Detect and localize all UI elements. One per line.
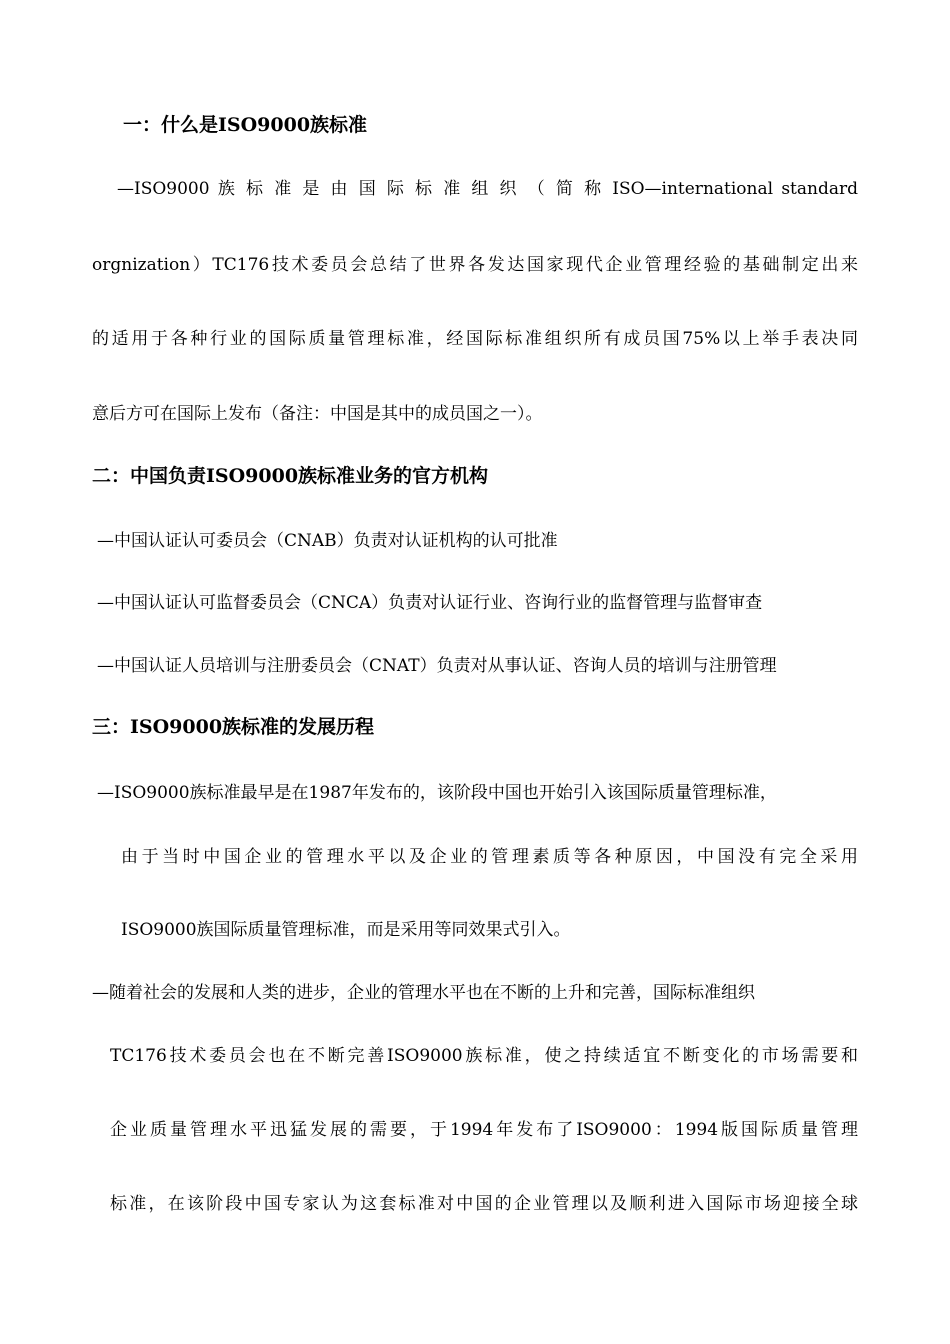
section-3-para-1-line-1: —ISO9000族标准最早是在1987年发布的，该阶段中国也开始引入该国际质量管理标准， (97, 783, 777, 803)
section-2-item-cnca: —中国认证认可监督委员会（CNCA）负责对认证行业、咨询行业的监督管理与监督审查 (97, 593, 763, 613)
section-1-para-line-4: 意后方可在国际上发布（备注：中国是其中的成员国之一）。 (92, 404, 543, 424)
section-3-para-2-line-2: TC176技术委员会也在不断完善ISO9000族标准，使之持续适宜不断变化的市场需要和 (110, 1046, 858, 1066)
section-3-para-1-line-2: 由于当时中国企业的管理水平以及企业的管理素质等各种原因，中国没有完全采用 (121, 847, 858, 867)
section-3-para-2-line-3: 企业质量管理水平迅猛发展的需要，于1994年发布了ISO9000：1994版国际质量管理 (110, 1120, 858, 1140)
section-1-heading: 一：什么是ISO9000族标准 (123, 114, 368, 136)
section-2-heading: 二：中国负责ISO9000族标准业务的官方机构 (92, 465, 489, 487)
section-1-para-line-1: —ISO9000 族 标 准 是 由 国 际 标 准 组 织 （ 简 称 ISO—international standard (117, 179, 858, 199)
section-1-para-line-2: orgnization）TC176技术委员会总结了世界各发达国家现代企业管理经验的基础制定出来 (92, 255, 858, 275)
section-3-para-2-line-1: —随着社会的发展和人类的进步，企业的管理水平也在不断的上升和完善，国际标准组织 (92, 983, 755, 1003)
section-2-item-cnab: —中国认证认可委员会（CNAB）负责对认证机构的认可批准 (97, 531, 558, 551)
section-1-para-line-3: 的适用于各种行业的国际质量管理标准，经国际标准组织所有成员国75%以上举手表决同 (92, 329, 858, 349)
section-3-para-1-line-3: ISO9000族国际质量管理标准，而是采用等同效果式引入。 (121, 920, 571, 940)
section-3-para-2-line-4: 标准，在该阶段中国专家认为这套标准对中国的企业管理以及顺利进入国际市场迎接全球 (110, 1194, 858, 1214)
section-3-heading: 三：ISO9000族标准的发展历程 (92, 716, 375, 738)
section-2-item-cnat: —中国认证人员培训与注册委员会（CNAT）负责对从事认证、咨询人员的培训与注册管理 (97, 656, 777, 676)
